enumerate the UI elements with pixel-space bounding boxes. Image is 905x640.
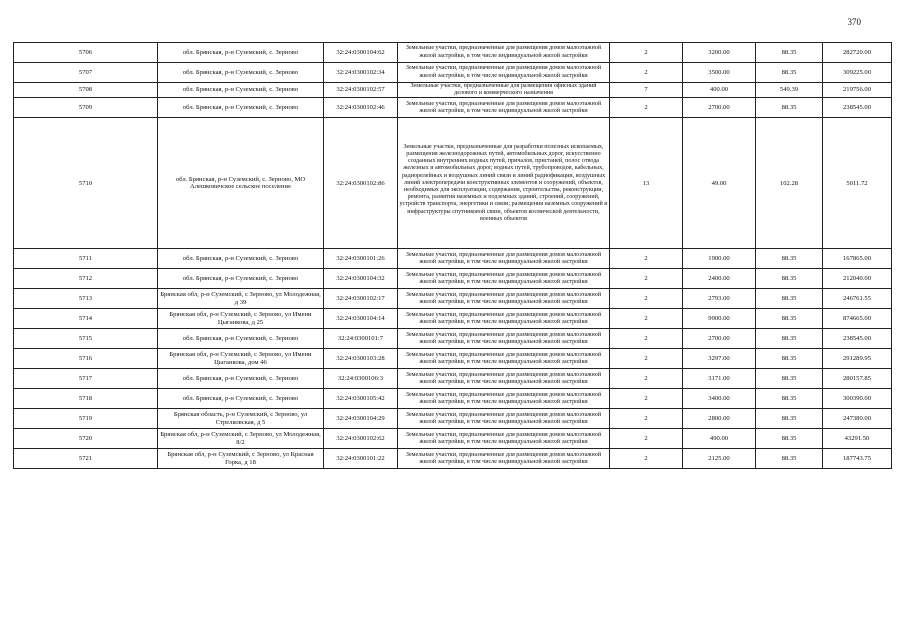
row-address: обл. Брянская, р-н Суземский, с. Зерново <box>158 389 324 409</box>
row-permitted-use: Земельные участки, предназначенные для размещения домов малоэтажной жилой застройки, в том числе индивидуальной жилой застройки <box>398 63 610 83</box>
row-area: 9900.00 <box>683 309 756 329</box>
row-id: 5708 <box>14 83 158 98</box>
row-group: 2 <box>610 43 683 63</box>
row-group: 2 <box>610 329 683 349</box>
row-area: 49.00 <box>683 118 756 249</box>
row-group: 2 <box>610 409 683 429</box>
row-permitted-use: Земельные участки, предназначенные для размещения домов малоэтажной жилой застройки, в том числе индивидуальной жилой застройки <box>398 409 610 429</box>
row-permitted-use: Земельные участки, предназначенные для размещения домов малоэтажной жилой застройки, в том числе индивидуальной жилой застройки <box>398 449 610 469</box>
row-group: 13 <box>610 118 683 249</box>
row-permitted-use: Земельные участки, предназначенные для размещения домов малоэтажной жилой застройки, в том числе индивидуальной жилой застройки <box>398 309 610 329</box>
row-permitted-use: Земельные участки, предназначенные для размещения домов малоэтажной жилой застройки, в том числе индивидуальной жилой застройки <box>398 43 610 63</box>
row-cadastral-value: 167865.00 <box>823 249 892 269</box>
row-group: 2 <box>610 349 683 369</box>
row-address: обл. Брянская, р-н Суземский, с. Зерново, МО Алешковичское сельское поселение <box>158 118 324 249</box>
row-cadastral-value: 238545.00 <box>823 329 892 349</box>
row-address: обл. Брянская, р-н Суземский, с. Зерново <box>158 98 324 118</box>
row-specific-value: 88.35 <box>756 349 823 369</box>
row-id: 5717 <box>14 369 158 389</box>
row-id: 5709 <box>14 98 158 118</box>
row-specific-value: 549.39 <box>756 83 823 98</box>
row-id: 5714 <box>14 309 158 329</box>
row-address: обл. Брянская, р-н Суземский, с. Зерново <box>158 269 324 289</box>
row-address: обл. Брянская, р-н Суземский, с. Зерново <box>158 249 324 269</box>
row-specific-value: 88.35 <box>756 63 823 83</box>
row-area: 2700.00 <box>683 98 756 118</box>
row-permitted-use: Земельные участки, предназначенные для размещения домов малоэтажной жилой застройки, в том числе индивидуальной жилой застройки <box>398 249 610 269</box>
row-area: 2793.00 <box>683 289 756 309</box>
table-row <box>14 269 892 289</box>
row-permitted-use: Земельные участки, предназначенные для размещения домов малоэтажной жилой застройки, в том числе индивидуальной жилой застройки <box>398 329 610 349</box>
row-cadastral-number: 32:24:0300102:34 <box>324 63 398 83</box>
row-area: 2700.00 <box>683 329 756 349</box>
row-cadastral-value: 300390.00 <box>823 389 892 409</box>
row-area: 2400.00 <box>683 269 756 289</box>
table-row <box>14 309 892 329</box>
row-permitted-use: Земельные участки, предназначенные для размещения домов малоэтажной жилой застройки, в том числе индивидуальной жилой застройки <box>398 98 610 118</box>
table-row <box>14 429 892 449</box>
row-address: Брянская обл, р-н Суземский, с Зерново, ул Молодежная, 8/2 <box>158 429 324 449</box>
table-row <box>14 449 892 469</box>
row-specific-value: 88.35 <box>756 98 823 118</box>
row-specific-value: 102.28 <box>756 118 823 249</box>
row-cadastral-value: 5011.72 <box>823 118 892 249</box>
row-group: 2 <box>610 269 683 289</box>
row-cadastral-number: 32:24:0300104:32 <box>324 269 398 289</box>
row-area: 2800.00 <box>683 409 756 429</box>
row-cadastral-value: 291289.95 <box>823 349 892 369</box>
row-specific-value: 88.35 <box>756 43 823 63</box>
row-cadastral-number: 32:24:0300103:28 <box>324 349 398 369</box>
row-cadastral-number: 32:24:0300102:62 <box>324 429 398 449</box>
row-id: 5719 <box>14 409 158 429</box>
row-address: обл. Брянская, р-н Суземский, с. Зерново <box>158 329 324 349</box>
row-specific-value: 88.35 <box>756 329 823 349</box>
row-area: 1900.00 <box>683 249 756 269</box>
row-cadastral-value: 246761.55 <box>823 289 892 309</box>
table-row <box>14 409 892 429</box>
row-area: 3400.00 <box>683 389 756 409</box>
page-number: 370 <box>847 17 861 27</box>
row-permitted-use: Земельные участки, предназначенные для размещения офисных зданий делового и коммерческого назначения <box>398 83 610 98</box>
row-id: 5715 <box>14 329 158 349</box>
row-area: 490.00 <box>683 429 756 449</box>
row-area: 3297.00 <box>683 349 756 369</box>
row-area: 3200.00 <box>683 43 756 63</box>
row-cadastral-value: 282720.00 <box>823 43 892 63</box>
row-specific-value: 88.35 <box>756 449 823 469</box>
table-row <box>14 329 892 349</box>
row-cadastral-number: 32:24:0300104:14 <box>324 309 398 329</box>
row-id: 5707 <box>14 63 158 83</box>
row-cadastral-number: 32:24:0300106:3 <box>324 369 398 389</box>
row-cadastral-value: 309225.00 <box>823 63 892 83</box>
row-cadastral-number: 32:24:0300104:62 <box>324 43 398 63</box>
row-address: Брянская область, р-н Суземский, с Зерново, ул Стрелковская, д 5 <box>158 409 324 429</box>
row-group: 2 <box>610 429 683 449</box>
row-cadastral-value: 280157.85 <box>823 369 892 389</box>
table-row <box>14 249 892 269</box>
row-id: 5721 <box>14 449 158 469</box>
cadastral-value-table <box>13 42 892 469</box>
row-cadastral-value: 219756.00 <box>823 83 892 98</box>
row-group: 2 <box>610 449 683 469</box>
row-permitted-use: Земельные участки, предназначенные для размещения домов малоэтажной жилой застройки, в том числе индивидуальной жилой застройки <box>398 289 610 309</box>
row-group: 2 <box>610 249 683 269</box>
row-address: обл. Брянская, р-н Суземский, с. Зерново <box>158 43 324 63</box>
table-row <box>14 43 892 63</box>
row-address: обл. Брянская, р-н Суземский, с. Зерново <box>158 369 324 389</box>
row-cadastral-value: 247380.00 <box>823 409 892 429</box>
table-row <box>14 63 892 83</box>
table-row <box>14 289 892 309</box>
row-id: 5718 <box>14 389 158 409</box>
row-permitted-use: Земельные участки, предназначенные для размещения домов малоэтажной жилой застройки, в том числе индивидуальной жилой застройки <box>398 369 610 389</box>
row-permitted-use: Земельные участки, предназначенные для размещения домов малоэтажной жилой застройки, в том числе индивидуальной жилой застройки <box>398 349 610 369</box>
row-id: 5713 <box>14 289 158 309</box>
row-cadastral-number: 32:24:0300104:29 <box>324 409 398 429</box>
row-cadastral-number: 32:24:0300101:26 <box>324 249 398 269</box>
row-specific-value: 88.35 <box>756 389 823 409</box>
row-specific-value: 88.35 <box>756 249 823 269</box>
row-id: 5720 <box>14 429 158 449</box>
table-row <box>14 118 892 249</box>
row-specific-value: 88.35 <box>756 289 823 309</box>
row-cadastral-number: 32:24:0300102:86 <box>324 118 398 249</box>
row-cadastral-value: 238545.00 <box>823 98 892 118</box>
row-area: 400.00 <box>683 83 756 98</box>
row-cadastral-number: 32:24:0300102:46 <box>324 98 398 118</box>
row-cadastral-value: 43291.50 <box>823 429 892 449</box>
row-id: 5706 <box>14 43 158 63</box>
row-id: 5712 <box>14 269 158 289</box>
table-row <box>14 369 892 389</box>
row-specific-value: 88.35 <box>756 369 823 389</box>
table-row <box>14 98 892 118</box>
row-id: 5710 <box>14 118 158 249</box>
row-address: Брянская обл, р-н Суземский, с Зерново, ул Красная Горка, д 18 <box>158 449 324 469</box>
row-address: Брянская обл, р-н Суземский, с Зерново, ул Имени Цыганкова, дом 46 <box>158 349 324 369</box>
row-cadastral-value: 212040.00 <box>823 269 892 289</box>
row-address: Брянская обл, р-н Суземский, с Зерново, ул Молодежная, д 39 <box>158 289 324 309</box>
row-id: 5716 <box>14 349 158 369</box>
row-cadastral-number: 32:24:0300101:22 <box>324 449 398 469</box>
row-area: 2125.00 <box>683 449 756 469</box>
row-permitted-use: Земельные участки, предназначенные для размещения домов малоэтажной жилой застройки, в том числе индивидуальной жилой застройки <box>398 429 610 449</box>
row-specific-value: 88.35 <box>756 409 823 429</box>
row-cadastral-number: 32:24:0300101:7 <box>324 329 398 349</box>
row-permitted-use: Земельные участки, предназначенные для разработки полезных ископаемых, размещения железнодорожных путей, автомобильных дорог, искусственно созданных внутренних водных путей, причалов, пристаней, полос отвода железных и автомобильных дорог, водных путей, трубопроводов, кабельных, радиорелейных и воздушных линий связи и линий радиофикации, воздушных линий электропередачи конструктивных элементов и сооружений, объектов, необходимых для эксплуатации, содержания, строительства, реконструкции, ремонта, развития наземных и подземных зданий, строений, сооружений, устройств транспорта, энергетики и связи; размещения наземных сооружений и инфраструктуры спутниковой связи, объектов космической деятельности, военных объектов <box>398 118 610 249</box>
row-specific-value: 88.35 <box>756 309 823 329</box>
row-group: 2 <box>610 63 683 83</box>
row-cadastral-number: 32:24:0300105:42 <box>324 389 398 409</box>
table-row <box>14 389 892 409</box>
row-cadastral-number: 32:24:0300102:17 <box>324 289 398 309</box>
row-group: 2 <box>610 369 683 389</box>
row-group: 2 <box>610 389 683 409</box>
row-group: 7 <box>610 83 683 98</box>
row-cadastral-value: 187743.75 <box>823 449 892 469</box>
row-area: 3171.00 <box>683 369 756 389</box>
row-cadastral-value: 874665.00 <box>823 309 892 329</box>
row-address: обл. Брянская, р-н Суземский, с. Зерново <box>158 83 324 98</box>
row-id: 5711 <box>14 249 158 269</box>
row-specific-value: 88.35 <box>756 269 823 289</box>
row-permitted-use: Земельные участки, предназначенные для размещения домов малоэтажной жилой застройки, в том числе индивидуальной жилой застройки <box>398 269 610 289</box>
row-group: 2 <box>610 309 683 329</box>
table-row <box>14 83 892 98</box>
row-group: 2 <box>610 98 683 118</box>
row-specific-value: 88.35 <box>756 429 823 449</box>
row-group: 2 <box>610 289 683 309</box>
row-cadastral-number: 32:24:0300102:57 <box>324 83 398 98</box>
row-permitted-use: Земельные участки, предназначенные для размещения домов малоэтажной жилой застройки, в том числе индивидуальной жилой застройки <box>398 389 610 409</box>
row-area: 3500.00 <box>683 63 756 83</box>
row-address: Брянская обл, р-н Суземский, с Зерново, ул Имени Цыганкова, д 25 <box>158 309 324 329</box>
table-row <box>14 349 892 369</box>
row-address: обл. Брянская, р-н Суземский, с. Зерново <box>158 63 324 83</box>
